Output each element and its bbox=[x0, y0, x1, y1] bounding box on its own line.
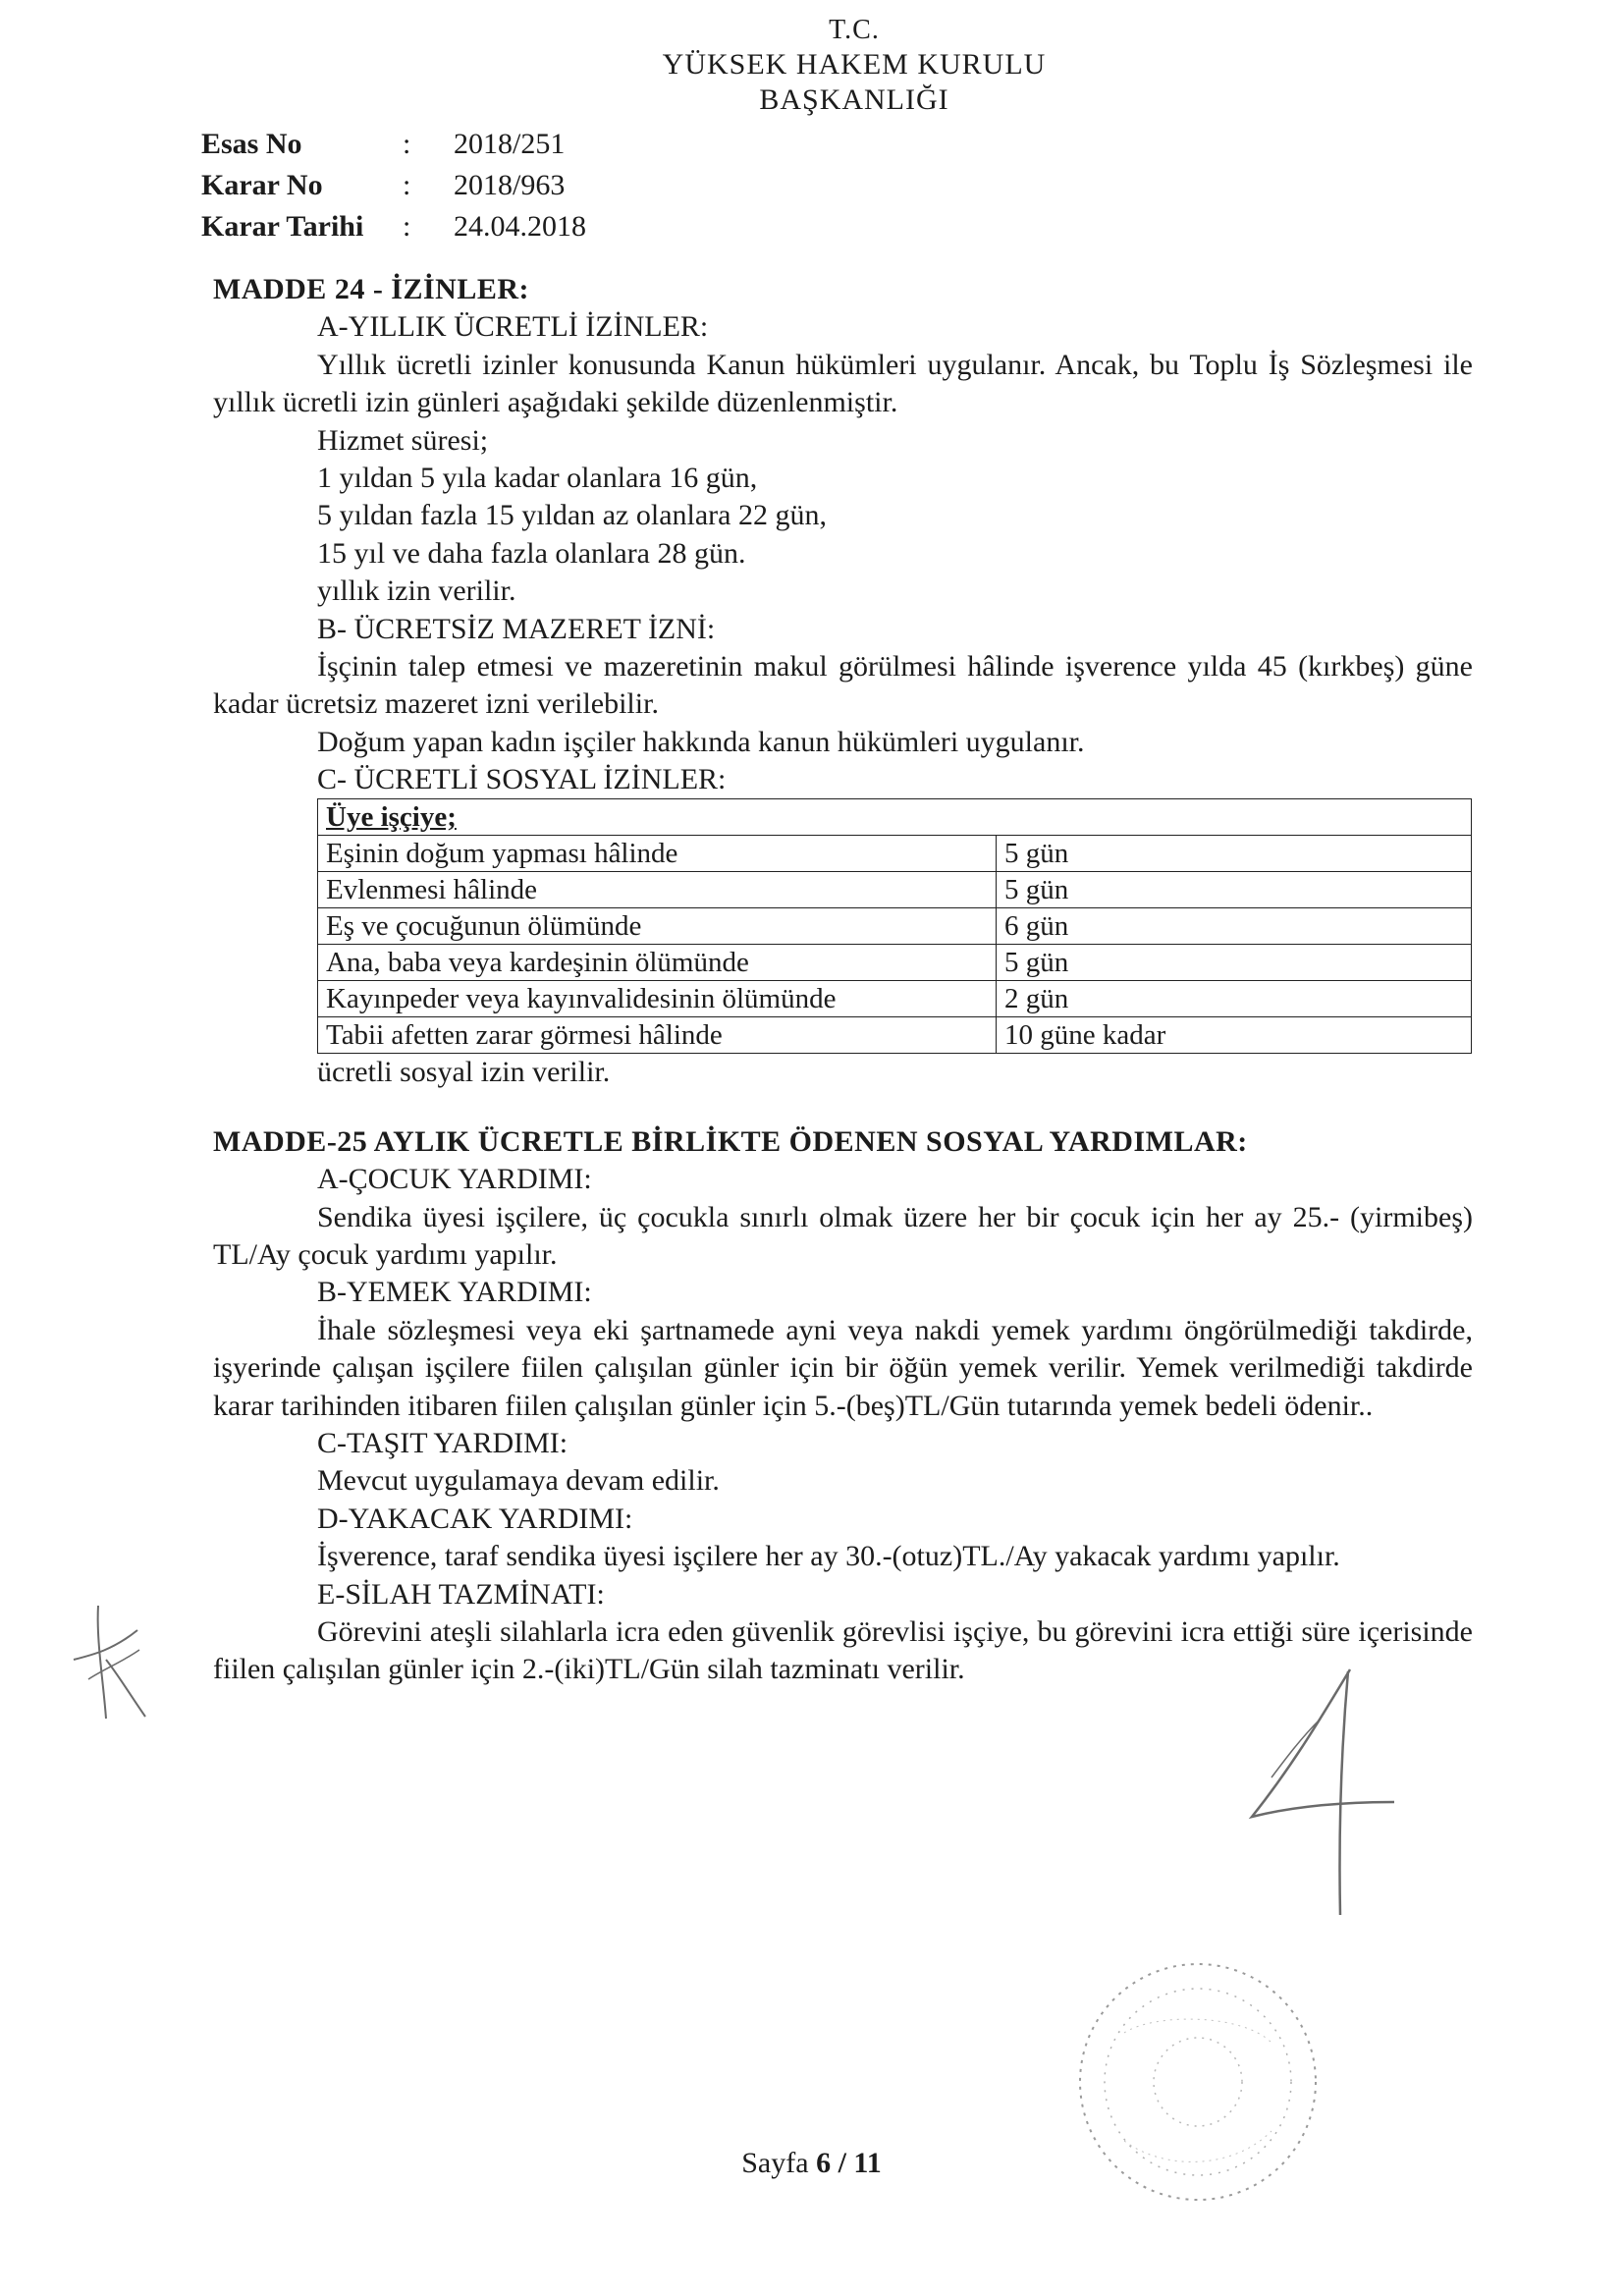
section-25e-paragraph: Görevini ateşli silahlarla icra eden güvenlik görevlisi işçiye, bu görevini icra ettiği süre içerisinde fiilen çalışılan günler için 2.-(iki)TL/Gün silah tazminatı verilir. bbox=[213, 1614, 1473, 1686]
table-cell-event: Tabii afetten zarar görmesi hâlinde bbox=[318, 1017, 997, 1054]
social-leave-table bbox=[317, 798, 1472, 1054]
table-cell-event: Ana, baba veya kardeşinin ölümünde bbox=[318, 945, 997, 981]
table-cell-days: 6 gün bbox=[997, 908, 1472, 945]
meta-label: Karar Tarihi bbox=[201, 210, 364, 243]
document-header bbox=[550, 14, 1159, 118]
table-row bbox=[318, 981, 1472, 1017]
section-24b-paragraph-2: Doğum yapan kadın işçiler hakkında kanun hükümleri uygulanır. bbox=[317, 725, 1085, 758]
table-row bbox=[318, 945, 1472, 981]
service-line: 1 yıldan 5 yıla kadar olanlara 16 gün, bbox=[317, 461, 758, 494]
article-25-title: MADDE-25 AYLIK ÜCRETLE BİRLİKTE ÖDENEN SOSYAL YARDIMLAR: bbox=[213, 1124, 1248, 1158]
table-row bbox=[318, 1017, 1472, 1054]
table-row bbox=[318, 872, 1472, 908]
table-cell-event: Evlenmesi hâlinde bbox=[318, 872, 997, 908]
meta-value: 24.04.2018 bbox=[454, 210, 586, 243]
meta-label: Esas No bbox=[201, 128, 302, 160]
section-25b-paragraph: İhale sözleşmesi veya eki şartnamede ayni veya nakdi yemek yardımı öngörülmediği takdirde, işyerinde çalışan işçilere fiilen çalışılan günler için bir öğün yemek verilir. Yemek verilmediği takdirde karar tarihinden itibaren fiilen çalışılan günler için 5.-(beş)TL/Gün tutarında yemek bedeli ödenir.. bbox=[213, 1313, 1473, 1422]
official-stamp-icon bbox=[1065, 1935, 1330, 2229]
page-number: 6 / 11 bbox=[816, 2147, 882, 2179]
section-24b-title: B- ÜCRETSİZ MAZERET İZNİ: bbox=[317, 612, 716, 645]
section-24c-footer: ücretli sosyal izin verilir. bbox=[317, 1056, 611, 1089]
header-office: BAŞKANLIĞI bbox=[759, 82, 949, 116]
table-cell-days: 5 gün bbox=[997, 945, 1472, 981]
case-metadata bbox=[201, 124, 586, 247]
meta-row-tarih: Karar Tarihi : 24.04.2018 bbox=[201, 206, 586, 247]
table-header-row bbox=[318, 799, 1472, 836]
section-25d-title: D-YAKACAK YARDIMI: bbox=[317, 1502, 633, 1535]
section-24a-paragraph: Yıllık ücretli izinler konusunda Kanun hükümleri uygulanır. Ancak, bu Toplu İş Sözleşmesi ile yıllık ücretli izin günleri aşağıdaki şekilde düzenlenmiştir. bbox=[213, 348, 1473, 419]
section-25c-title: C-TAŞIT YARDIMI: bbox=[317, 1426, 568, 1459]
table-cell-days: 5 gün bbox=[997, 872, 1472, 908]
header-institution: YÜKSEK HAKEM KURULU bbox=[662, 47, 1047, 81]
meta-row-esas: Esas No : 2018/251 bbox=[201, 124, 586, 165]
signature-mark-right-icon bbox=[1232, 1660, 1399, 1925]
signature-mark-left-icon bbox=[69, 1601, 157, 1728]
section-25b-title: B-YEMEK YARDIMI: bbox=[317, 1276, 592, 1309]
table-cell-event: Eş ve çocuğunun ölümünde bbox=[318, 908, 997, 945]
article-24-title: MADDE 24 - İZİNLER: bbox=[213, 273, 530, 305]
table-row bbox=[318, 908, 1472, 945]
table-header: Üye işçiye; bbox=[326, 801, 457, 834]
service-line: 15 yıl ve daha fazla olanlara 28 gün. bbox=[317, 536, 746, 570]
section-24c-title: C- ÜCRETLİ SOSYAL İZİNLER: bbox=[317, 763, 727, 796]
section-24a-title: A-YILLIK ÜCRETLİ İZİNLER: bbox=[317, 310, 709, 344]
section-25d-paragraph: İşverence, taraf sendika üyesi işçilere her ay 30.-(otuz)TL./Ay yakacak yardımı yapılır. bbox=[317, 1540, 1340, 1573]
table-cell-days: 5 gün bbox=[997, 836, 1472, 872]
section-24b-paragraph: İşçinin talep etmesi ve mazeretinin makul görülmesi hâlinde işverence yılda 45 (kırkbeş) güne kadar ücretsiz mazeret izni verilebilir. bbox=[213, 649, 1473, 721]
section-25a-title: A-ÇOCUK YARDIMI: bbox=[317, 1163, 592, 1196]
header-tc: T.C. bbox=[829, 15, 880, 45]
service-line: Hizmet süresi; bbox=[317, 423, 489, 457]
service-line: 5 yıldan fazla 15 yıldan az olanlara 22 gün, bbox=[317, 499, 827, 532]
meta-row-karar: Karar No : 2018/963 bbox=[201, 165, 586, 206]
section-25c-paragraph: Mevcut uygulamaya devam edilir. bbox=[317, 1464, 720, 1498]
page-label: Sayfa bbox=[741, 2147, 809, 2179]
service-line: yıllık izin verilir. bbox=[317, 574, 516, 608]
table-cell-days: 2 gün bbox=[997, 981, 1472, 1017]
table-cell-days: 10 güne kadar bbox=[997, 1017, 1472, 1054]
section-25e-title: E-SİLAH TAZMİNATI: bbox=[317, 1577, 605, 1611]
meta-label: Karar No bbox=[201, 169, 323, 201]
table-cell-event: Kayınpeder veya kayınvalidesinin ölümünde bbox=[318, 981, 997, 1017]
meta-value: 2018/251 bbox=[454, 128, 566, 160]
table-cell-event: Eşinin doğum yapması hâlinde bbox=[318, 836, 997, 872]
section-25a-paragraph: Sendika üyesi işçilere, üç çocukla sınırlı olmak üzere her bir çocuk için her ay 25.- (yirmibeş) TL/Ay çocuk yardımı yapılır. bbox=[213, 1200, 1473, 1272]
page-footer bbox=[0, 2147, 1623, 2180]
document-body bbox=[213, 271, 1473, 1689]
table-row bbox=[318, 836, 1472, 872]
meta-value: 2018/963 bbox=[454, 169, 566, 201]
